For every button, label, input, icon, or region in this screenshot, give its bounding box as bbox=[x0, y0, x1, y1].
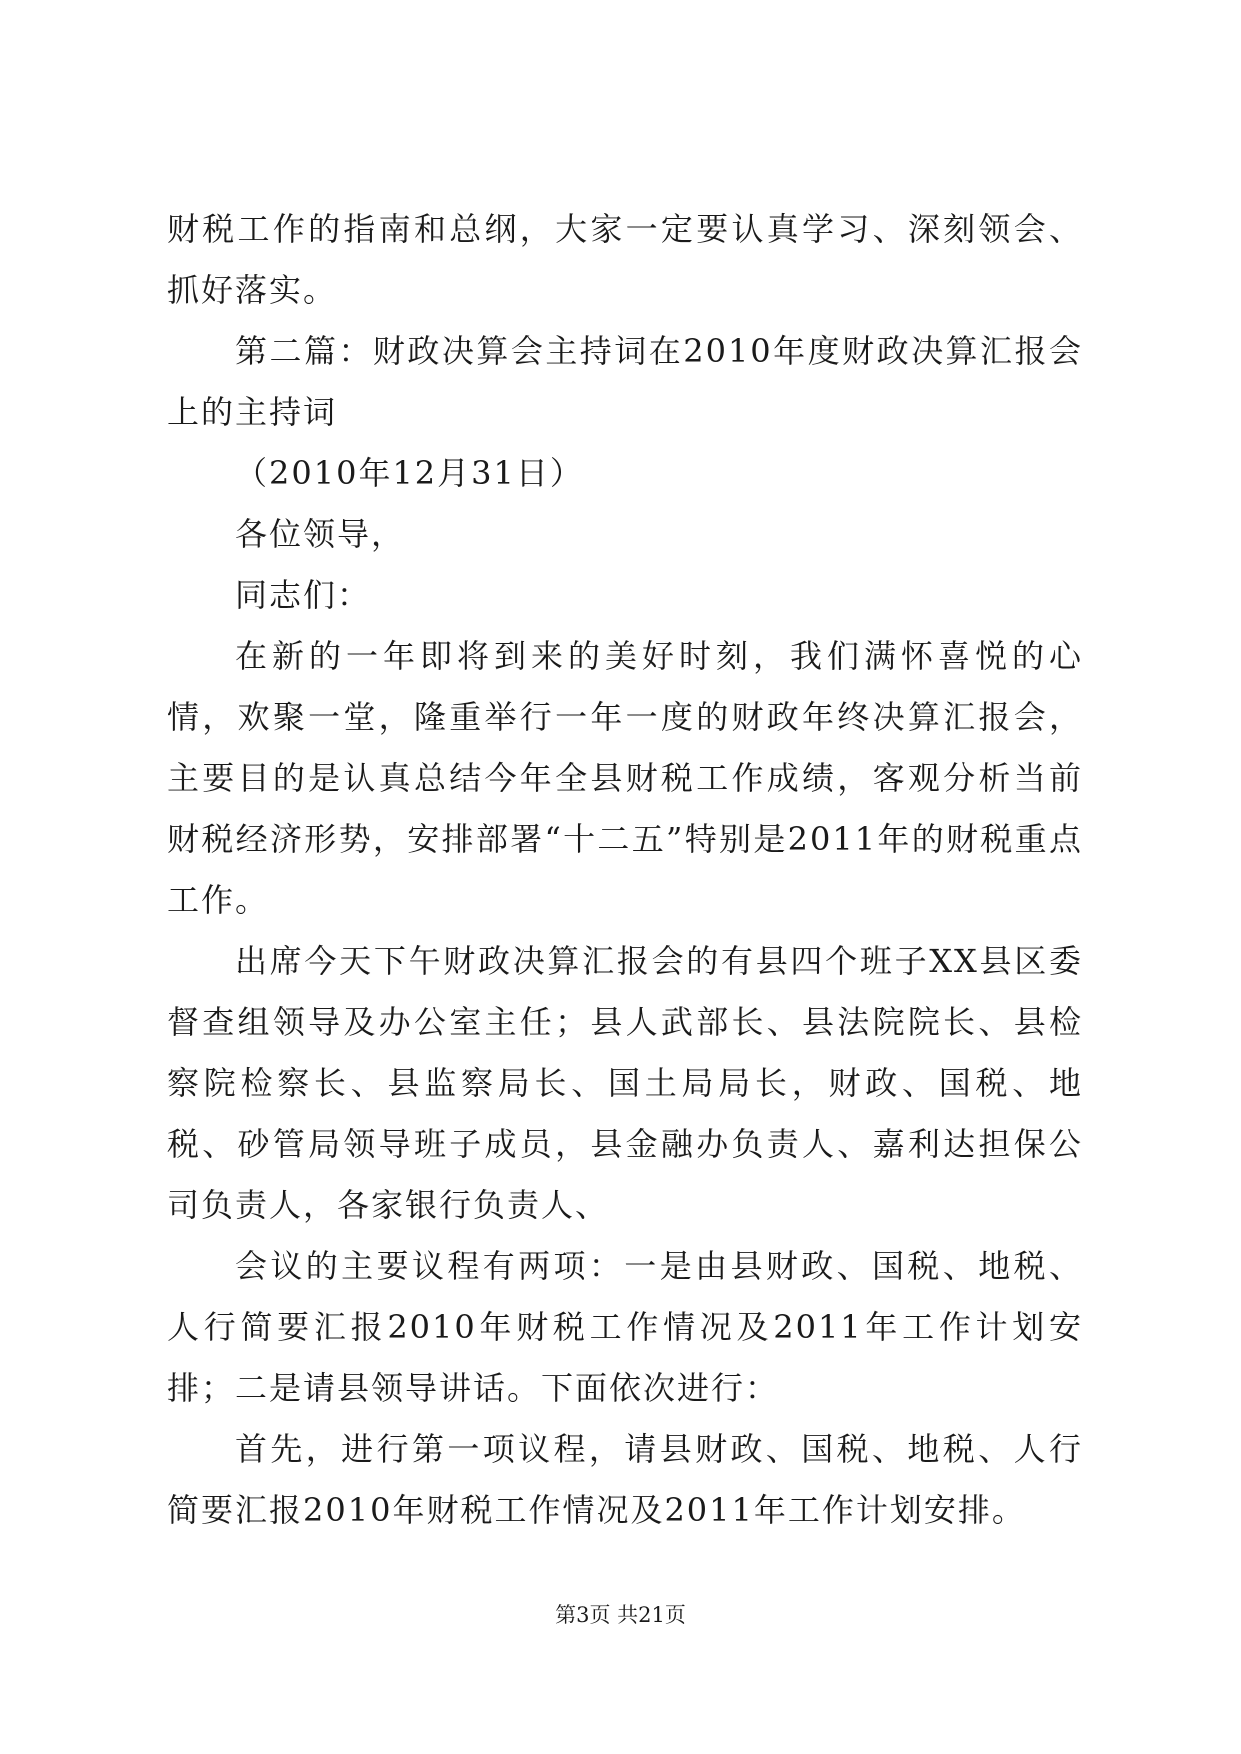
paragraph-agenda: 会议的主要议程有两项：一是由县财政、国税、地税、人行简要汇报2010年财税工作情况及2011年工作计划安排；二是请县领导讲话。下面依次进行： bbox=[167, 1247, 1083, 1407]
salutation-comrades: 同志们： bbox=[235, 576, 372, 614]
paragraph-continuation: 财税工作的指南和总纲，大家一定要认真学习、深刻领会、抓好落实。 bbox=[167, 210, 1083, 309]
body-text bbox=[167, 199, 1083, 1541]
paragraph-opening: 在新的一年即将到来的美好时刻，我们满怀喜悦的心情，欢聚一堂，隆重举行一年一度的财政年终决算汇报会，主要目的是认真总结今年全县财税工作成绩，客观分析当前财税经济形势，安排部署“十二五”特别是2011年的财税重点工作。 bbox=[167, 637, 1083, 919]
paragraph-attendees: 出席今天下午财政决算汇报会的有县四个班子XX县区委督查组领导及办公室主任；县人武部长、县法院院长、县检察院检察长、县监察局长、国土局局长，财政、国税、地税、砂管局领导班子成员，县金融办负责人、嘉利达担保公司负责人，各家银行负责人、 bbox=[167, 942, 1083, 1224]
section-heading: 第二篇：财政决算会主持词在2010年度财政决算汇报会上的主持词 bbox=[167, 332, 1083, 431]
salutation-leaders: 各位领导， bbox=[235, 515, 406, 553]
paragraph-first-item: 首先，进行第一项议程，请县财政、国税、地税、人行简要汇报2010年财税工作情况及2011年工作计划安排。 bbox=[167, 1430, 1083, 1529]
page-footer: 第3页 共21页 bbox=[555, 1603, 686, 1627]
date-line: （2010年12月31日） bbox=[235, 454, 584, 492]
